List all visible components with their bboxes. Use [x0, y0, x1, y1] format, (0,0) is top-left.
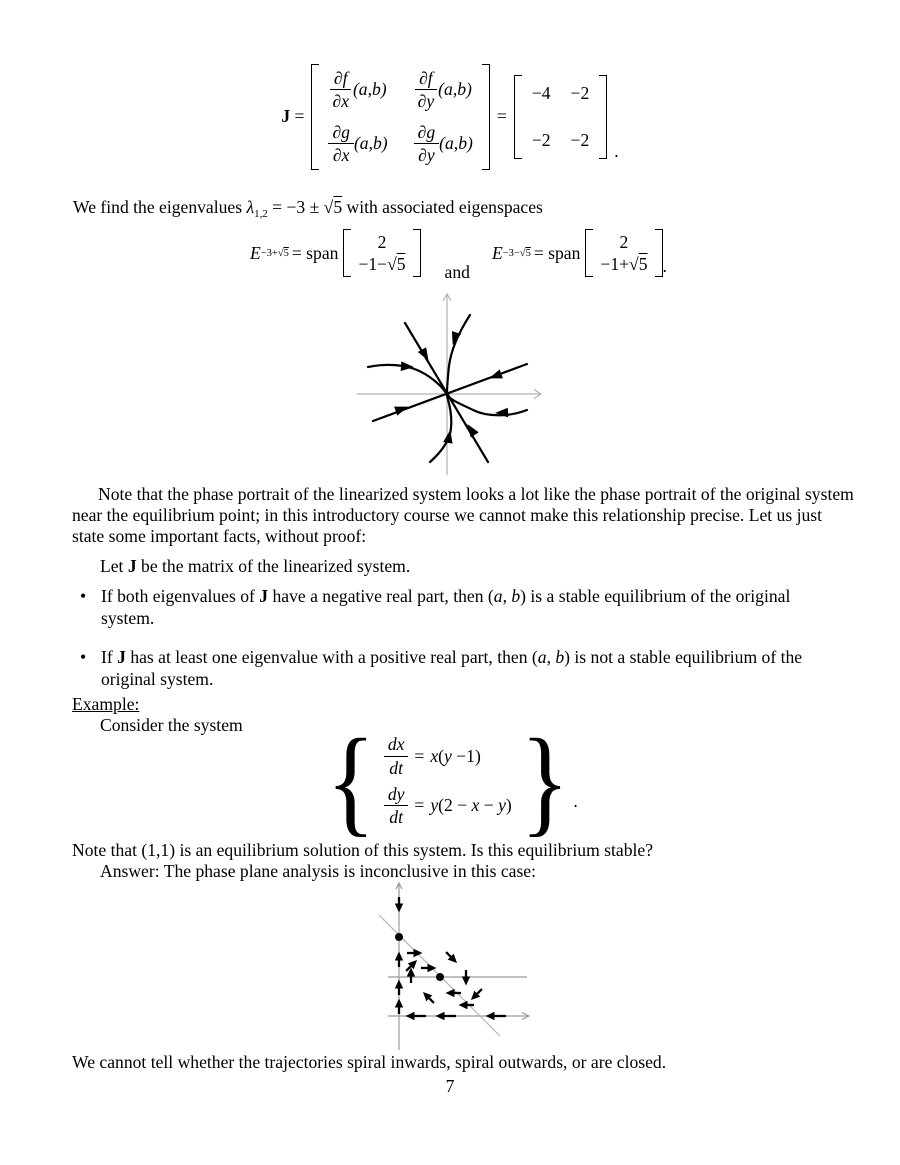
conclusion-line: We cannot tell whether the trajectories spiral inwards, spiral outwards, or are closed. — [72, 1052, 667, 1072]
direction-arrow — [486, 1012, 507, 1020]
matrix-value: −2 — [570, 129, 590, 150]
bullet-marker: • — [80, 586, 87, 606]
sqrt-radical: √5 — [323, 197, 343, 217]
equals-span: = span — [533, 242, 581, 263]
direction-arrow — [462, 970, 470, 986]
direction-arrow — [395, 952, 403, 968]
equals-sign: = — [496, 106, 507, 127]
direction-arrow — [420, 989, 437, 1006]
vector-top: 2 — [377, 232, 387, 252]
left-bracket — [514, 75, 522, 159]
left-bracket — [585, 229, 593, 277]
ode-rhs: x(y −1) — [430, 745, 481, 766]
cell-arg: (a,b) — [353, 133, 388, 154]
sqrt-radical: √5 — [629, 254, 648, 274]
ode-rhs: y(2 − x − y) — [430, 795, 512, 816]
period: . — [614, 140, 619, 161]
jacobian-cell — [328, 69, 387, 111]
eigenspace-symbol: E — [250, 242, 261, 263]
jacobian-cell — [328, 123, 387, 165]
direction-arrow — [395, 897, 403, 913]
deriv-num: dx — [384, 735, 409, 756]
eigenspaces-line — [72, 229, 862, 282]
eigenspace-subscript: −3+√5 — [260, 247, 289, 259]
direction-arrow — [468, 986, 485, 1003]
jacobian-matrix — [311, 64, 489, 170]
right-bracket — [655, 229, 663, 277]
bullet-marker: • — [80, 647, 87, 667]
partial-num: ∂f — [415, 69, 437, 90]
partial-num: ∂g — [328, 123, 354, 144]
and-connector: and — [444, 262, 470, 282]
right-bracket — [413, 229, 421, 277]
jacobian-lhs: J = — [281, 106, 305, 127]
equals-sign: = — [414, 745, 425, 766]
note-paragraph: Note that the phase portrait of the linearized system looks a lot like the phase portrait of the original system near the equilibrium point; in this introductory course we cannot make this relationship precise. Let us just state some important facts, without proof: — [72, 484, 854, 546]
ode-row — [384, 735, 512, 777]
equilibrium-dot — [395, 933, 403, 941]
sqrt-radical: √5 — [519, 247, 531, 259]
direction-arrow — [406, 1012, 427, 1020]
jacobian-values-matrix — [514, 75, 607, 159]
eigenspace-symbol: E — [491, 242, 503, 263]
left-brace: { — [326, 714, 376, 847]
direction-arrow — [395, 999, 403, 1015]
deriv-den: dt — [389, 757, 403, 778]
matrix-value: −4 — [531, 82, 551, 103]
consider-line: Consider the system — [100, 715, 243, 735]
vector-bottom: −1−√5 — [358, 254, 406, 274]
partial-num: ∂f — [330, 69, 352, 90]
sqrt-radical: √5 — [277, 247, 289, 259]
let-j-line: Let J be the matrix of the linearized system. — [100, 556, 411, 576]
vector-top: 2 — [619, 232, 629, 252]
answer-line: Answer: The phase plane analysis is inconclusive in this case: — [100, 861, 536, 881]
vector-bottom: −1+√5 — [600, 254, 648, 274]
eigenvector — [585, 229, 662, 277]
cell-arg: (a,b) — [439, 133, 473, 154]
partial-num: ∂g — [414, 123, 440, 144]
eigenvalues-line: We find the eigenvalues $\lambda_{1,2} = -3 \pm √5$ with associated eigenspaces — [73, 197, 543, 220]
left-bracket — [343, 229, 351, 277]
sqrt-radical: √5 — [387, 254, 406, 274]
bullet-text: If J has at least one eigenvalue with a positive real part, then (a, b) is not a stable equilibrium of the original system. — [101, 647, 803, 689]
equilibrium-dot — [436, 973, 444, 981]
bullet-item — [80, 647, 820, 690]
equilibrium-note-line: Note that (1,1) is an equilibrium solution of this system. Is this equilibrium stable? — [72, 840, 654, 860]
cell-arg: (a,b) — [352, 79, 387, 100]
period: . — [573, 790, 578, 811]
right-brace: } — [520, 714, 570, 847]
partial-den: ∂x — [332, 145, 350, 166]
period: . — [662, 256, 667, 276]
eigenspace-first — [250, 229, 421, 277]
partial-den: ∂x — [332, 91, 349, 112]
trajectory-arrowhead — [401, 361, 415, 371]
direction-arrow — [446, 989, 462, 997]
deriv-den: dt — [389, 807, 403, 828]
trajectory-arrowhead — [443, 429, 455, 443]
equals-span: = span — [291, 242, 339, 263]
direction-arrow — [436, 1012, 457, 1020]
phase-plane-figure — [375, 878, 540, 1053]
eigenspace-subscript: −3−√5 — [502, 247, 531, 259]
jacobian-cell — [414, 123, 473, 165]
partial-den: ∂y — [418, 145, 435, 166]
jacobian-equation — [0, 64, 900, 170]
jacobian-cell — [414, 69, 473, 111]
eigenvector — [343, 229, 420, 277]
ode-row — [384, 785, 512, 827]
bullet-item — [80, 586, 820, 629]
trajectory-arrowhead — [487, 369, 502, 382]
bullet-text: If both eigenvalues of J have a negative real part, then (a, b) is a stable equilibrium of the original system. — [101, 586, 791, 628]
equals-sign: = — [414, 795, 425, 816]
trajectory-curve — [447, 315, 470, 393]
deriv-num: dy — [384, 785, 409, 806]
matrix-value: −2 — [531, 129, 551, 150]
direction-arrow — [395, 980, 403, 996]
eigenspace-second — [492, 229, 663, 277]
right-bracket — [599, 75, 607, 159]
cell-arg: (a,b) — [438, 79, 472, 100]
matrix-value: −2 — [570, 82, 590, 103]
left-bracket — [311, 64, 319, 170]
partial-den: ∂y — [417, 91, 435, 112]
trajectory-curve — [430, 396, 451, 462]
direction-arrow — [443, 949, 460, 966]
example-heading: Example: — [72, 694, 140, 714]
page-number: 7 — [445, 1076, 455, 1096]
phase-portrait-figure — [347, 288, 547, 483]
right-bracket — [482, 64, 490, 170]
